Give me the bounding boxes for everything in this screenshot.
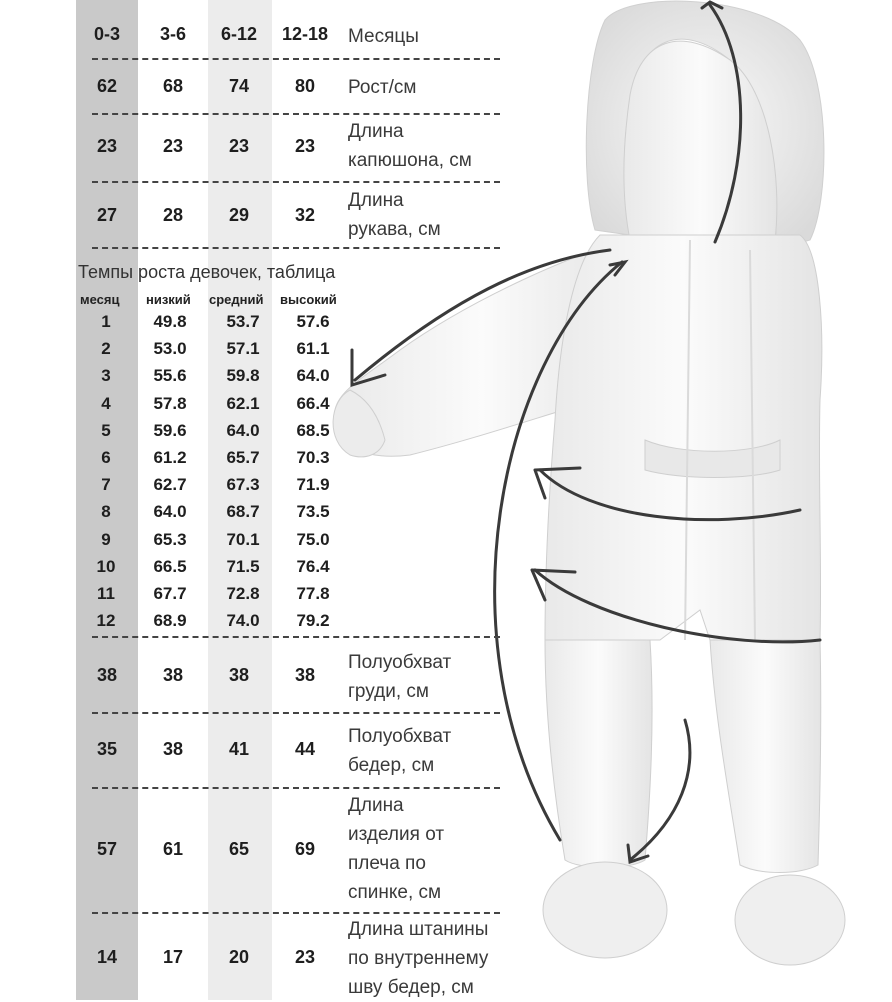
divider <box>92 247 500 249</box>
divider <box>92 912 500 914</box>
growth-row <box>76 502 356 529</box>
label-line: бедер, см <box>348 755 435 776</box>
divider <box>92 58 500 60</box>
growth-month-cell: 2 <box>101 339 111 359</box>
right-leg <box>710 640 821 873</box>
inseam-label <box>348 915 508 1002</box>
sleeve-length-label <box>348 186 508 244</box>
growth-month-cell: 1 <box>101 312 111 331</box>
growth-row <box>76 312 356 339</box>
height-label: Рост/см <box>348 77 417 98</box>
growth-value-cell: 71.5 <box>226 556 260 576</box>
right-bootie <box>735 875 845 965</box>
back-length-label <box>348 791 508 907</box>
cell: 38 <box>96 665 118 685</box>
divider <box>92 113 500 115</box>
months-label: Месяцы <box>348 26 419 47</box>
growth-value-cell: 55.6 <box>153 366 187 386</box>
cell: 27 <box>96 205 118 225</box>
growth-table <box>76 312 356 638</box>
cell: 23 <box>162 136 184 156</box>
chest-label <box>348 648 508 706</box>
growth-value-cell: 70.3 <box>296 447 330 467</box>
growth-value-cell: 64.0 <box>296 366 330 386</box>
size-col-6-12: 6-12 <box>220 24 258 44</box>
size-col-12-18: 12-18 <box>281 24 329 44</box>
growth-row <box>76 611 356 638</box>
growth-value-cell: 68.9 <box>153 611 187 631</box>
label-line: Полуобхват <box>348 726 452 747</box>
size-col-0-3: 0-3 <box>93 24 120 44</box>
cell: 29 <box>228 205 250 225</box>
growth-value-cell: 67.3 <box>226 475 260 495</box>
growth-row <box>76 584 356 611</box>
growth-month-cell: 10 <box>96 556 116 576</box>
cell: 38 <box>162 665 184 685</box>
growth-month-cell: 7 <box>101 475 111 495</box>
cell: 62 <box>96 76 118 96</box>
label-line: Полуобхват <box>348 652 452 673</box>
divider <box>92 712 500 714</box>
growth-value-cell: 77.8 <box>296 583 330 603</box>
divider <box>92 787 500 789</box>
growth-value-cell: 65.3 <box>153 529 187 549</box>
growth-value-cell: 59.6 <box>153 420 187 440</box>
growth-row <box>76 448 356 475</box>
growth-value-cell: 71.9 <box>296 475 330 495</box>
label-line: Длина <box>348 121 404 142</box>
label-line: Длина <box>348 190 404 211</box>
growth-row <box>76 366 356 393</box>
growth-value-cell: 79.2 <box>296 611 330 631</box>
cell: 57 <box>96 839 118 859</box>
growth-header-month: месяц <box>80 292 120 307</box>
growth-value-cell: 62.1 <box>226 393 260 413</box>
growth-row <box>76 530 356 557</box>
growth-row <box>76 339 356 366</box>
cell: 32 <box>294 205 316 225</box>
growth-value-cell: 75.0 <box>296 529 330 549</box>
cell: 69 <box>294 839 316 859</box>
label-line: Длина штанины <box>348 919 489 940</box>
growth-value-cell: 57.6 <box>296 312 330 331</box>
cell: 23 <box>294 947 316 967</box>
label-line: по внутреннему <box>348 948 489 969</box>
growth-value-cell: 76.4 <box>296 556 330 576</box>
cell: 38 <box>294 665 316 685</box>
growth-header-mid: средний <box>209 292 264 307</box>
cell: 17 <box>162 947 184 967</box>
growth-header-low: низкий <box>146 292 191 307</box>
growth-value-cell: 66.5 <box>153 556 187 576</box>
growth-value-cell: 64.0 <box>226 420 260 440</box>
cell: 38 <box>228 665 250 685</box>
cell: 74 <box>228 76 250 96</box>
growth-value-cell: 65.7 <box>226 447 260 467</box>
cell: 68 <box>162 76 184 96</box>
growth-value-cell: 53.0 <box>153 339 187 359</box>
cell: 28 <box>162 205 184 225</box>
hips-label <box>348 722 508 780</box>
cell: 41 <box>228 739 250 759</box>
growth-month-cell: 5 <box>101 420 111 440</box>
growth-month-cell: 3 <box>101 366 111 386</box>
growth-value-cell: 57.1 <box>226 339 260 359</box>
growth-month-cell: 6 <box>101 447 111 467</box>
cell: 35 <box>96 739 118 759</box>
cell: 23 <box>294 136 316 156</box>
growth-value-cell: 73.5 <box>296 502 330 522</box>
cell: 65 <box>228 839 250 859</box>
left-leg <box>545 640 652 868</box>
cell: 38 <box>162 739 184 759</box>
growth-value-cell: 68.5 <box>296 420 330 440</box>
cell: 23 <box>96 136 118 156</box>
growth-row <box>76 394 356 421</box>
label-line: Длина <box>348 795 404 816</box>
label-line: груди, см <box>348 681 429 702</box>
growth-value-cell: 53.7 <box>226 312 260 331</box>
growth-table-title: Темпы роста девочек, таблица <box>78 262 336 282</box>
cell: 80 <box>294 76 316 96</box>
growth-value-cell: 66.4 <box>296 393 330 413</box>
growth-value-cell: 61.1 <box>296 339 330 359</box>
growth-value-cell: 72.8 <box>226 583 260 603</box>
cell: 23 <box>228 136 250 156</box>
growth-month-cell: 4 <box>101 393 111 413</box>
label-line: спинке, см <box>348 882 442 903</box>
label-line: рукава, см <box>348 219 441 240</box>
growth-value-cell: 67.7 <box>153 583 187 603</box>
growth-value-cell: 74.0 <box>226 611 260 631</box>
growth-header-high: высокий <box>280 292 337 307</box>
growth-row <box>76 475 356 502</box>
cell: 61 <box>162 839 184 859</box>
divider <box>92 181 500 183</box>
growth-value-cell: 61.2 <box>153 447 187 467</box>
divider <box>92 636 500 638</box>
growth-month-cell: 8 <box>101 502 111 522</box>
growth-month-cell: 11 <box>97 583 115 603</box>
size-col-3-6: 3-6 <box>159 24 186 44</box>
left-bootie <box>543 862 667 958</box>
label-line: изделия от <box>348 824 445 845</box>
growth-month-cell: 12 <box>96 611 116 631</box>
cell: 20 <box>228 947 250 967</box>
growth-value-cell: 64.0 <box>153 502 187 522</box>
growth-value-cell: 59.8 <box>226 366 260 386</box>
growth-value-cell: 57.8 <box>153 393 187 413</box>
cell: 14 <box>96 947 118 967</box>
label-line: капюшона, см <box>348 150 472 171</box>
cell: 44 <box>294 739 316 759</box>
growth-value-cell: 49.8 <box>153 312 187 331</box>
growth-value-cell: 68.7 <box>226 502 260 522</box>
growth-month-cell: 9 <box>101 529 111 549</box>
growth-row <box>76 421 356 448</box>
growth-row <box>76 557 356 584</box>
growth-value-cell: 62.7 <box>153 475 187 495</box>
label-line: плеча по <box>348 853 426 874</box>
label-line: шву бедер, см <box>348 977 474 998</box>
hood-length-label <box>348 117 508 175</box>
growth-value-cell: 70.1 <box>226 529 260 549</box>
